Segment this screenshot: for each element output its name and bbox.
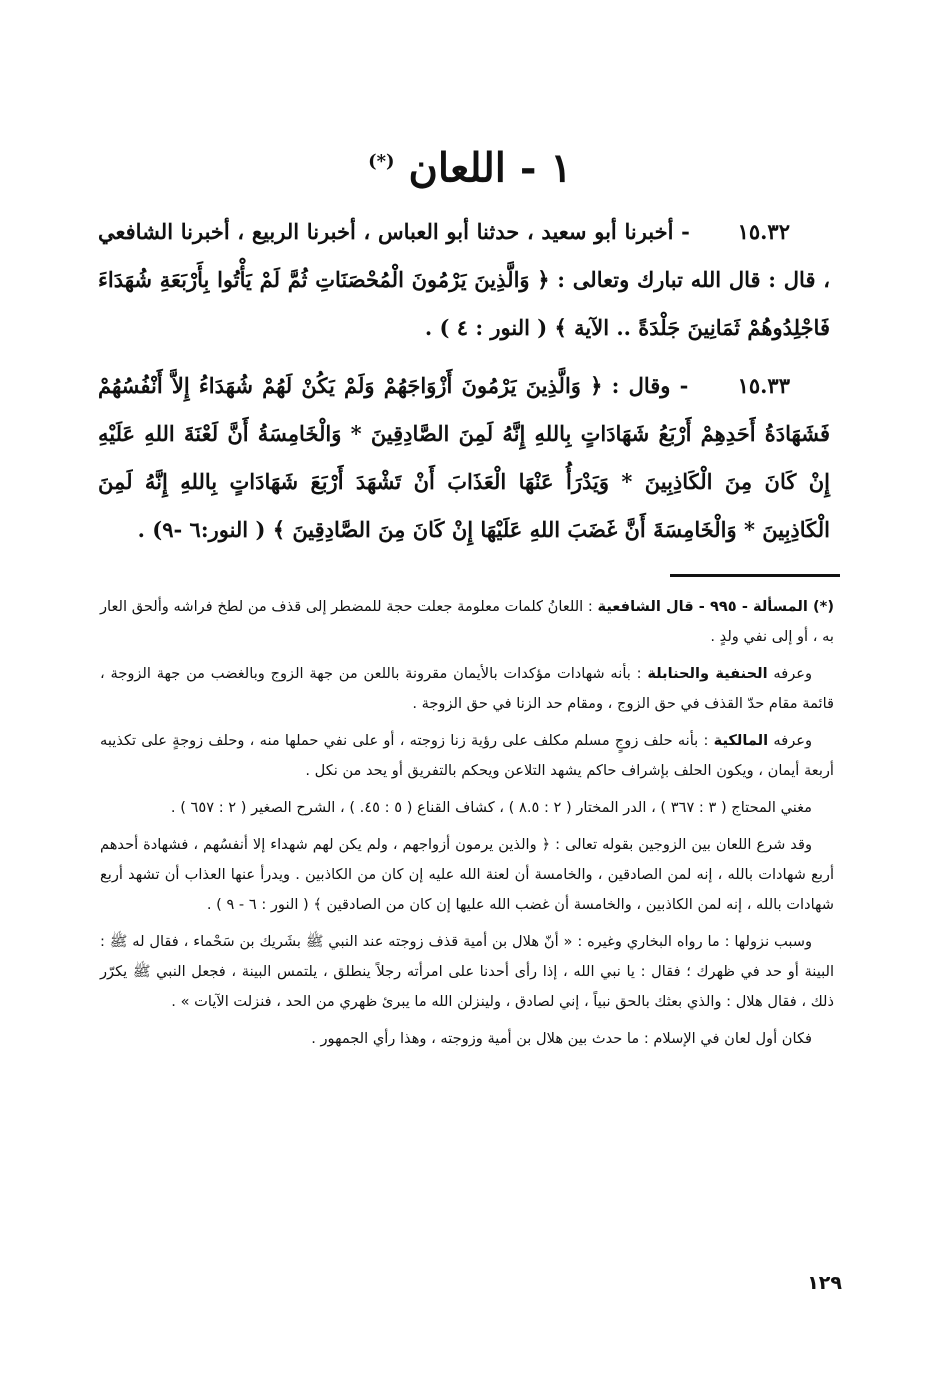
footnote-pre: وعرفه bbox=[768, 732, 813, 749]
paragraph-15-32 bbox=[98, 208, 830, 352]
footnotes bbox=[100, 592, 834, 1061]
footnote-lead: الحنفية والحنابلة bbox=[647, 665, 768, 682]
main-text bbox=[98, 208, 830, 564]
footnote-marker: (*) bbox=[368, 151, 395, 172]
footnote-definition-hanafi-hanbali bbox=[100, 659, 834, 719]
paragraph-15-33 bbox=[98, 362, 830, 554]
footnote-lead: (*) المسألة - ٩٩٥ - قال الشافعية bbox=[597, 598, 834, 615]
footnote-lead: المالكية bbox=[713, 732, 769, 749]
footnote-text: : بأنه حلف زوجٍ مسلم مكلف على رؤية زنا زوجته ، أو على نفي حملها منه ، وحلف زوجةٍ على تكذيبه أربعة أيمان ، ويكون الحلف بإشراف حاكم يشهد التلاعن ويحكم بالتفريق أو يحد من نكل . bbox=[100, 732, 834, 779]
footnote-definition-maliki bbox=[100, 726, 834, 786]
footnote-pre: وعرفه bbox=[767, 665, 812, 682]
footnote-references: مغني المحتاج ( ٣ : ٣٦٧ ) ، الدر المختار ( ٢ : ٨.٥ ) ، كشاف القناع ( ٥ : ٤٥. ) ، الشرح الصغير ( ٢ : ٦٥٧ ) . bbox=[170, 799, 812, 816]
footnote-divider bbox=[670, 574, 840, 577]
page-number: ١٢٩ bbox=[807, 1272, 842, 1294]
footnote-revelation-cause: وسبب نزولها : ما رواه البخاري وغيره : « أنّ هلال بن أمية قذف زوجته عند النبي ﷺ بشَريك بن سَحْماء ، فقال له ﷺ : البينة أو حد في ظهرك ؛ فقال : يا نبي الله ، إذا رأى أحدنا على امرأته رجلاً ينطلق ، يلتمس البينة ، فجعل النبي ﷺ يكرّر ذلك ، فقال هلال : والذي بعثك بالحق نبياً ، إني لصادق ، ولينزلن الله ما يبرئ ظهري من الحد ، فنزلت الآيات » . bbox=[100, 933, 834, 1010]
paragraph-text: - أخبرنا أبو سعيد ، حدثنا أبو العباس ، أخبرنا الربيع ، أخبرنا الشافعي ، قال : قال الله تبارك وتعالى : ﴿ وَالَّذِينَ يَرْمُونَ الْمُحْصَنَاتِ ثُمَّ لَمْ يَأْتُوا بِأَرْبَعَةِ شُهَدَاءَ فَاجْلِدُوهُمْ ثَمَانِينَ جَلْدَةً .. الآية ﴾ ( النور : ٤ ) . bbox=[98, 219, 830, 340]
paragraph-text: - وقال : ﴿ وَالَّذِينَ يَرْمُونَ أَزْوَاجَهُمْ وَلَمْ يَكُنْ لَهُمْ شُهَدَاءُ إِلاَّ أَنْفُسُهُمْ فَشَهَادَةُ أَحَدِهِمْ أَرْبَعُ شَهَادَاتٍ بِاللهِ إِنَّهُ لَمِنَ الصَّادِقِينَ * وَالْخَامِسَةُ أَنَّ لَعْنَةَ اللهِ عَلَيْهِ إِنْ كَانَ مِنَ الْكَاذِبِينَ * وَيَدْرَأُ عَنْهَا الْعَذَابَ أَنْ تَشْهَدَ أَرْبَعَ شَهَادَاتٍ بِاللهِ إِنَّهُ لَمِنَ الْكَاذِبِينَ * وَالْخَامِسَةَ أَنَّ غَضَبَ اللهِ عَلَيْهَا إِنْ كَانَ مِنَ الصَّادِقِينَ ﴾ ( النور:٦ -٩) . bbox=[98, 373, 830, 542]
paragraph-number: ١٥.٣٢ bbox=[737, 219, 790, 244]
footnote-definition-shafii bbox=[100, 592, 834, 652]
paragraph-number: ١٥.٣٣ bbox=[737, 373, 790, 398]
footnote-first-lian: فكان أول لعان في الإسلام : ما حدث بين هلال بن أمية وزوجته ، وهذا رأي الجمهور . bbox=[311, 1030, 812, 1047]
footnote-legislation: وقد شرع اللعان بين الزوجين بقوله تعالى : ﴿ والذين يرمون أزواجهم ، ولم يكن لهم شهداء إلا أنفسُهم ، فشهادة أحدهم أربع شهادات بالله ، إنه لمن الصادقين ، والخامسة أن لعنة الله عليه إن كان من الكاذبين . ويدرأ عنها العذاب أن تشهد أربع شهادات بالله ، إنه لمن الكاذبين ، والخامسة أن غضب الله عليها إن كان من الصادقين ﴾ ( النور : ٦ - ٩ ) . bbox=[100, 836, 834, 913]
footnote-text: : بأنه شهادات مؤكدات بالأيمان مقرونة باللعن من جهة الزوج وبالغضب من جهة الزوجة ، قائمة مقام حدّ القذف في حق الزوج ، ومقام حد الزنا في حق الزوجة . bbox=[100, 665, 834, 712]
footnote-text: : اللعانُ كلمات معلومة جعلت حجة للمضطر إلى قذف من لطخ فراشه وألحق العار به ، أو إلى نفي ولدٍ . bbox=[100, 598, 834, 645]
chapter-title bbox=[0, 132, 940, 198]
chapter-title-text: ١ - اللعان bbox=[408, 144, 572, 192]
